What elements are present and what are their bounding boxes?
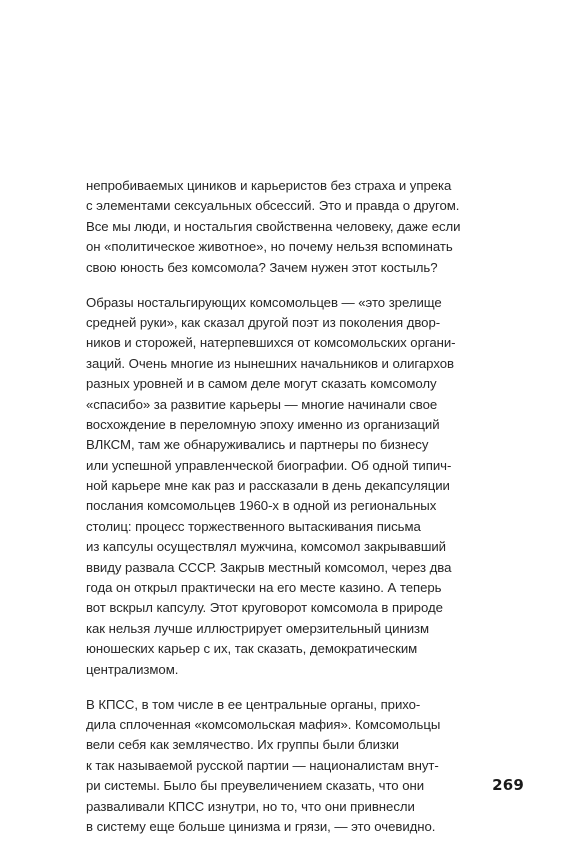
text-line: дила сплоченная «комсомольская мафия». Комсомольцы [86, 716, 441, 732]
page-number: 269 [492, 776, 524, 794]
text-line: централизмом. [86, 661, 179, 677]
text-line: разных уровней и в самом деле могут сказать комсомолу [86, 376, 437, 392]
text-line: «спасибо» за развитие карьеры — многие начинали свое [86, 396, 438, 412]
text-line: непробиваемых циников и карьеристов без страха и упрека [86, 178, 452, 193]
text-line: ной карьере мне как раз и рассказали в день декапсуляции [86, 478, 450, 494]
paragraph-gap [86, 680, 486, 695]
text-line: восхождение в переломную эпоху именно из организаций [86, 416, 440, 432]
text-line: столиц: процесс торжественного вытаскивания письма [86, 518, 421, 534]
text-line: разваливали КПСС изнутри, но то, что они привнесли [86, 798, 415, 814]
text-line: или успешной управленческой биографии. Об одной типич- [86, 457, 452, 473]
text-line: Все мы люди, и ностальгия свойственна человеку, даже если [86, 218, 461, 234]
text-line: в систему еще больше цинизма и грязи, — это очевидно. [86, 818, 436, 834]
text-line: заций. Очень многие из нынешних начальников и олигархов [86, 355, 454, 371]
text-line: вели себя как землячество. Их группы были близки [86, 737, 399, 753]
text-line: с элементами сексуальных обсессий. Это и правда о другом. [86, 198, 460, 214]
text-line: средней руки», как сказал другой поэт из поколения двор- [86, 314, 441, 330]
text-line: из капсулы осуществлял мужчина, комсомол закрывавший [86, 539, 446, 555]
text-line: ри системы. Было бы преувеличением сказать, что они [86, 778, 425, 794]
text-line: ввиду развала СССР. Закрыв местный комсомол, через два [86, 559, 452, 575]
text-line: Образы ностальгирующих комсомольцев — «это зрелище [86, 294, 442, 310]
text-line: он «политическое животное», но почему нельзя вспоминать [86, 239, 453, 255]
text-line: послания комсомольцев 1960-х в одной из региональных [86, 498, 437, 514]
paragraph [86, 293, 486, 680]
text-line: к так называемой русской партии — националистам внут- [86, 757, 439, 773]
text-line: В КПСС, в том числе в ее центральные органы, прихо- [86, 696, 421, 712]
text-line: юношеских карьер с их, так сказать, демократическим [86, 641, 418, 657]
text-line: ников и сторожей, натерпевшихся от комсомольских органи- [86, 335, 456, 351]
text-line: ВЛКСМ, там же обнаруживались и партнеры по бизнесу [86, 437, 429, 453]
text-line: свою юность без комсомола? Зачем нужен этот костыль? [86, 259, 438, 275]
paragraph [86, 176, 486, 278]
text-line: как нельзя лучше иллюстрирует омерзительный цинизм [86, 620, 430, 636]
text-line: вот вскрыл капсулу. Этот круговорот комсомола в природе [86, 600, 443, 616]
text-line: года он открыл практически на его месте казино. А теперь [86, 580, 442, 596]
paragraph [86, 695, 486, 838]
body-text [86, 176, 486, 837]
paragraph-gap [86, 278, 486, 293]
